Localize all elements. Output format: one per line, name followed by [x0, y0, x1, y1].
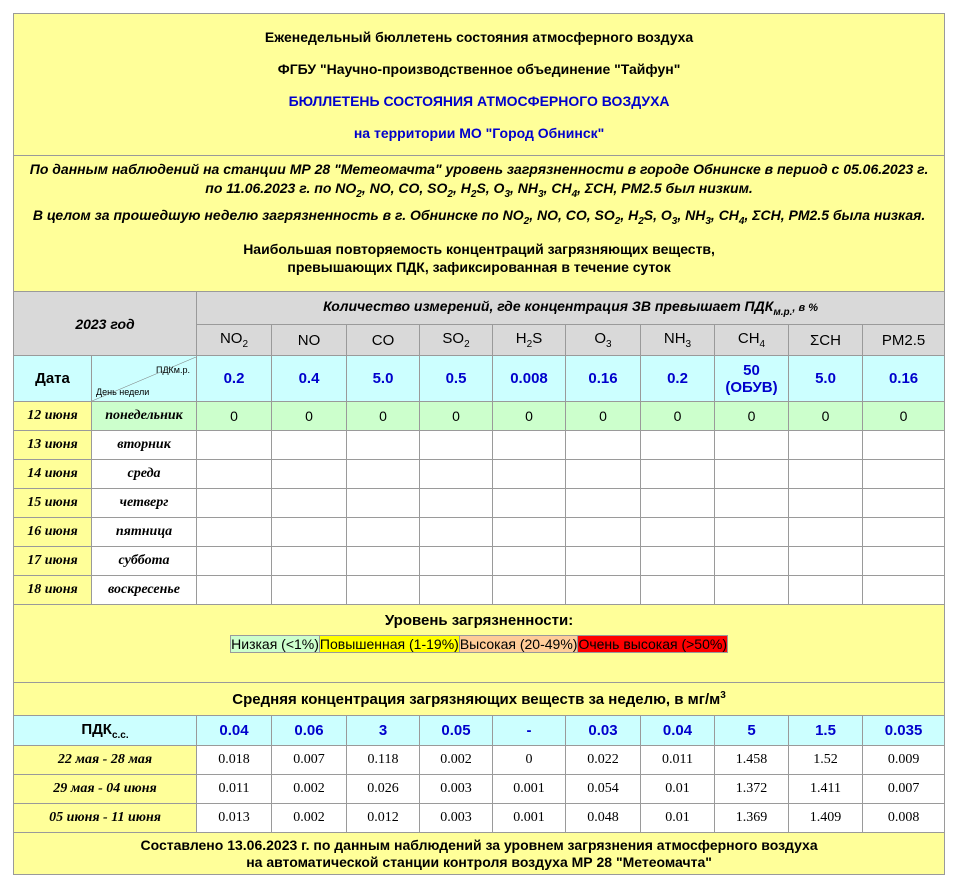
pollutant-header	[347, 325, 420, 356]
pdk-ss-value: 0.03	[566, 716, 641, 746]
day-weekday: четверг	[92, 489, 197, 518]
legend-title: Уровень загрязненности:	[384, 612, 574, 629]
day-value-cell	[641, 431, 715, 460]
day-value-cell: 0	[420, 402, 493, 431]
day-value-cell	[420, 460, 493, 489]
weekly-value-cell: 0.002	[272, 804, 347, 833]
pollutant-name: NO	[297, 331, 321, 349]
day-value-cell	[641, 576, 715, 605]
day-row	[14, 547, 945, 576]
pollutant-name: CH	[737, 330, 760, 347]
day-weekday: вторник	[92, 431, 197, 460]
bulletin-header	[14, 14, 945, 156]
weekly-period: 22 мая - 28 мая	[14, 746, 197, 775]
day-value-cell	[272, 431, 347, 460]
pdk-mr-value: 50 (ОБУВ)	[715, 356, 789, 402]
day-value-cell	[197, 460, 272, 489]
weekly-title: Средняя концентрация загрязняющих веществ за неделю, в $мг/м^3$	[14, 683, 945, 716]
pollutant-name: SO	[442, 330, 465, 347]
bulletin-title: Еженедельный бюллетень состояния атмосферного воздуха	[264, 28, 694, 45]
day-value-cell	[493, 547, 566, 576]
pdk-mr-value: 5.0	[789, 356, 863, 402]
day-value-cell	[789, 547, 863, 576]
weekly-value-cell: 1.458	[715, 746, 789, 775]
intro-paragraph-1: По данным наблюдений на станции МР 28 "Метеомачта" уровень загрязненности в городе Обнинске в период с 05.06.2023 г. по 11.06.2023 г. по $NO_2$, NO, CO, $SO_2$, $H_2S$, $O_3$, $NH_3$, $CH_4$, ΣCH, PM2.5 был низким.	[29, 161, 929, 200]
day-value-cell	[420, 489, 493, 518]
pdk-mr-value: 0.2	[197, 356, 272, 402]
year-label: 2023 год	[14, 292, 197, 356]
pdk-mr-value: 0.008	[493, 356, 566, 402]
weekly-value-cell: 0.008	[863, 804, 945, 833]
day-value-cell	[789, 489, 863, 518]
weekly-value-cell: 1.369	[715, 804, 789, 833]
weekly-value-cell: 0.011	[641, 746, 715, 775]
pollutant-header	[566, 325, 641, 356]
weekly-value-cell: 0.003	[420, 775, 493, 804]
day-weekday: суббота	[92, 547, 197, 576]
weekly-row	[14, 804, 945, 833]
weekly-value-cell: 1.372	[715, 775, 789, 804]
pdk-mr-row	[14, 356, 945, 402]
pdk-ss-value: 0.035	[863, 716, 945, 746]
pdk-mr-value: 0.16	[566, 356, 641, 402]
pollutant-subscript: 3	[606, 339, 612, 350]
day-value-cell	[863, 431, 945, 460]
weekly-value-cell: 0.003	[420, 804, 493, 833]
legend-item: Очень высокая (>50%)	[578, 636, 727, 652]
pollutant-subscript: 2	[242, 339, 249, 350]
weekly-value-cell: 1.52	[789, 746, 863, 775]
day-date: 14 июня	[14, 460, 92, 489]
pollutant-subscript: 4	[759, 339, 766, 350]
weekly-value-cell: 0.054	[566, 775, 641, 804]
day-value-cell	[493, 518, 566, 547]
pdk-mr-value: 0.4	[272, 356, 347, 402]
day-value-cell	[863, 489, 945, 518]
day-value-cell	[272, 460, 347, 489]
pdk-ss-value: 3	[347, 716, 420, 746]
weekly-value-cell: 0.018	[197, 746, 272, 775]
pollutant-name: PM2.5	[881, 331, 926, 349]
day-weekday: понедельник	[92, 402, 197, 431]
pollutant-header	[641, 325, 715, 356]
day-date: 15 июня	[14, 489, 92, 518]
weekly-value-cell: 0.001	[493, 804, 566, 833]
day-value-cell	[566, 431, 641, 460]
day-value-cell	[566, 460, 641, 489]
weekly-value-cell: 0.009	[863, 746, 945, 775]
day-weekday: воскресенье	[92, 576, 197, 605]
day-value-cell	[715, 576, 789, 605]
territory-name: на территории МО "Город Обнинск"	[353, 124, 605, 141]
pollutant-name: ΣCH	[810, 331, 841, 349]
day-value-cell	[347, 431, 420, 460]
legend-section	[14, 605, 945, 683]
day-value-cell	[347, 460, 420, 489]
day-value-cell	[493, 576, 566, 605]
intro-paragraph-2: В целом за прошедшую неделю загрязненность в г. Обнинске по $NO_2$, NO, CO, $SO_2$, $H_2S$, $O_3$, $NH_3$, $CH_4$, ΣCH, PM2.5 была низкая.	[32, 206, 926, 227]
day-value-cell	[420, 576, 493, 605]
pdk-ss-value: 0.06	[272, 716, 347, 746]
legend-item: Высокая (20-49%)	[459, 636, 578, 652]
day-value-cell	[715, 547, 789, 576]
day-value-cell	[272, 518, 347, 547]
weekly-value-cell: 0.013	[197, 804, 272, 833]
pollutant-subscript: 3	[685, 339, 692, 350]
day-weekday: среда	[92, 460, 197, 489]
pdk-mr-value: 5.0	[347, 356, 420, 402]
weekly-value-cell: 0.026	[347, 775, 420, 804]
weekly-rows	[14, 746, 945, 833]
organization-name: ФГБУ "Научно-производственное объединение "Тайфун"	[277, 60, 681, 77]
day-value-cell	[715, 489, 789, 518]
weekly-row	[14, 746, 945, 775]
day-value-cell	[197, 518, 272, 547]
day-value-cell	[197, 576, 272, 605]
weekly-value-cell: 1.409	[789, 804, 863, 833]
pollutant-name: H	[515, 330, 527, 347]
day-value-cell	[715, 460, 789, 489]
date-label: Дата	[14, 356, 92, 402]
day-value-cell	[197, 489, 272, 518]
day-value-cell	[420, 518, 493, 547]
pollutant-header	[197, 325, 272, 356]
day-value-cell	[863, 518, 945, 547]
pdk-ss-label: $ПДК_{с.с.}$	[14, 716, 197, 746]
pollutant-header	[789, 325, 863, 356]
footer-note: Составлено 13.06.2023 г. по данным наблюдений за уровнем загрязнения атмосферного воздуха на автоматической станции контроля воздуха МР 28 "Метеомачта"	[14, 833, 945, 875]
day-value-cell	[493, 489, 566, 518]
weekly-value-cell: 0.01	[641, 775, 715, 804]
day-value-cell	[863, 460, 945, 489]
pdk-mr-value: 0.16	[863, 356, 945, 402]
day-row	[14, 460, 945, 489]
count-header: Количество измерений, где концентрация ЗВ превышает $ПДК_{м.р.}$, в %	[197, 292, 945, 325]
day-value-cell	[566, 547, 641, 576]
frequency-subtitle: Наибольшая повторяемость концентраций загрязняющих веществ, превышающих ПДК, зафиксированная в течение суток	[243, 240, 715, 275]
weekly-period: 05 июня - 11 июня	[14, 804, 197, 833]
day-value-cell	[566, 518, 641, 547]
intro-section	[14, 156, 945, 292]
weekly-value-cell: 0	[493, 746, 566, 775]
legend-item: Низкая (<1%)	[231, 636, 319, 652]
day-value-cell	[566, 576, 641, 605]
day-date: 16 июня	[14, 518, 92, 547]
day-value-cell	[493, 460, 566, 489]
pollutant-name: NO	[219, 330, 243, 347]
pdk-ss-row	[14, 716, 945, 746]
pdk-ss-value: 0.05	[420, 716, 493, 746]
day-value-cell	[272, 576, 347, 605]
bulletin-table	[13, 13, 945, 875]
day-date: 13 июня	[14, 431, 92, 460]
day-row	[14, 576, 945, 605]
day-value-cell	[420, 431, 493, 460]
legend-item: Повышенная (1-19%)	[319, 636, 459, 652]
pdk-ss-value: 5	[715, 716, 789, 746]
weekly-value-cell: 0.007	[272, 746, 347, 775]
day-row	[14, 431, 945, 460]
daily-rows	[14, 402, 945, 605]
pollutant-header	[272, 325, 347, 356]
day-value-cell	[197, 547, 272, 576]
pollutant-name: NH	[663, 330, 686, 347]
day-date: 12 июня	[14, 402, 92, 431]
bulletin-heading: БЮЛЛЕТЕНЬ СОСТОЯНИЯ АТМОСФЕРНОГО ВОЗДУХА	[288, 92, 670, 109]
day-value-cell	[641, 518, 715, 547]
pollutant-subscript: 2	[464, 339, 470, 350]
day-value-cell	[789, 518, 863, 547]
weekly-period: 29 мая - 04 июня	[14, 775, 197, 804]
pollutant-header	[493, 325, 566, 356]
day-value-cell	[420, 547, 493, 576]
weekly-value-cell: 0.01	[641, 804, 715, 833]
weekly-value-cell: 0.118	[347, 746, 420, 775]
diag-bottom-label: День недели	[96, 386, 150, 397]
day-date: 18 июня	[14, 576, 92, 605]
pdk-ss-value: -	[493, 716, 566, 746]
day-value-cell	[566, 489, 641, 518]
pollutant-tail: S	[532, 330, 543, 347]
day-row	[14, 489, 945, 518]
day-value-cell	[272, 489, 347, 518]
pollutant-name: O	[594, 330, 607, 347]
weekly-value-cell: 0.012	[347, 804, 420, 833]
day-value-cell	[347, 547, 420, 576]
weekly-value-cell: 0.048	[566, 804, 641, 833]
day-value-cell	[347, 489, 420, 518]
weekly-value-cell: 1.411	[789, 775, 863, 804]
pollutant-header	[715, 325, 789, 356]
day-value-cell	[715, 431, 789, 460]
day-value-cell	[863, 547, 945, 576]
pollutant-header	[420, 325, 493, 356]
diagonal-header	[92, 356, 197, 402]
weekly-value-cell: 0.001	[493, 775, 566, 804]
diag-top-label: ПДКм.р.	[155, 364, 190, 375]
day-value-cell: 0	[863, 402, 945, 431]
day-value-cell	[863, 576, 945, 605]
day-value-cell	[347, 576, 420, 605]
pollutant-name: CO	[371, 331, 395, 349]
day-row	[14, 402, 945, 431]
pollutant-subscript: 2	[526, 339, 533, 350]
day-row	[14, 518, 945, 547]
pdk-mr-value: 0.5	[420, 356, 493, 402]
day-weekday: пятница	[92, 518, 197, 547]
weekly-row	[14, 775, 945, 804]
pdk-mr-value: 0.2	[641, 356, 715, 402]
day-value-cell: 0	[493, 402, 566, 431]
day-date: 17 июня	[14, 547, 92, 576]
day-value-cell	[641, 547, 715, 576]
pdk-ss-value: 0.04	[641, 716, 715, 746]
day-value-cell	[789, 576, 863, 605]
weekly-value-cell: 0.011	[197, 775, 272, 804]
day-value-cell	[347, 518, 420, 547]
day-value-cell	[789, 431, 863, 460]
day-value-cell: 0	[272, 402, 347, 431]
pdk-ss-value: 1.5	[789, 716, 863, 746]
day-value-cell: 0	[715, 402, 789, 431]
day-value-cell: 0	[641, 402, 715, 431]
day-value-cell: 0	[789, 402, 863, 431]
day-value-cell: 0	[566, 402, 641, 431]
legend-table	[230, 635, 728, 653]
day-value-cell	[272, 547, 347, 576]
day-value-cell	[197, 431, 272, 460]
day-value-cell	[493, 431, 566, 460]
day-value-cell	[641, 489, 715, 518]
day-value-cell	[789, 460, 863, 489]
pdk-ss-value: 0.04	[197, 716, 272, 746]
day-value-cell: 0	[197, 402, 272, 431]
weekly-value-cell: 0.022	[566, 746, 641, 775]
day-value-cell: 0	[347, 402, 420, 431]
day-value-cell	[641, 460, 715, 489]
weekly-value-cell: 0.002	[420, 746, 493, 775]
pollutant-header	[863, 325, 945, 356]
weekly-value-cell: 0.007	[863, 775, 945, 804]
weekly-value-cell: 0.002	[272, 775, 347, 804]
day-value-cell	[715, 518, 789, 547]
